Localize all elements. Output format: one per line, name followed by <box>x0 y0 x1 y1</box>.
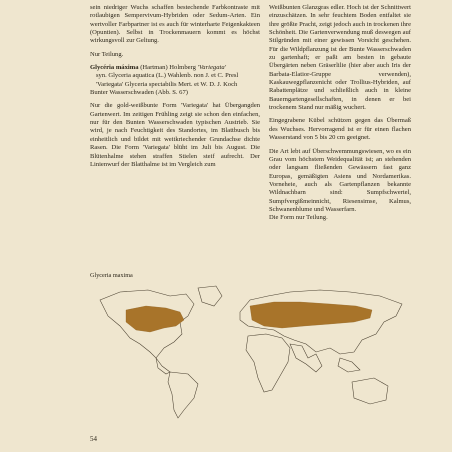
central-america-outline <box>156 358 170 374</box>
australia-outline <box>352 378 388 404</box>
map-caption: Glyceria maxima <box>90 272 133 279</box>
cultivar-name: 'Variegata' <box>197 64 227 72</box>
species-name: Glycéria máxima <box>90 64 139 72</box>
container-paragraph: Eingegrabene Kübel schützen gegen das Übermaß des Wuchses. Hervorragend ist er für einen flachen Wasserstand von 5 bis 20 cm geeignet. <box>269 117 411 142</box>
synonyms: syn. Glyceria aquatica (L.) Wahlenb. non J. et C. Presl 'Variegata' Glyceria spectabilis Mert. et W. D. J. Koch <box>96 72 239 88</box>
intro-paragraph: sein niedriger Wuchs schaffen bestechende Farbkontraste mit rotlaubigen Sempervivum-Hybriden oder Sedum-Arten. Ein wertvoller Farbpartner ist es auch für winterharte Feigenkakteen (Opuntien). Selbst in Trockenmauern kommt es höchst wirkungsvoll zur Geltung. <box>90 4 260 45</box>
common-name: Bunter Wasserschwaden (Abb. S. 67) <box>90 89 188 97</box>
left-column <box>90 4 260 174</box>
description-paragraph: Nur die gold-weißbunte Form 'Variegata' hat Übergangden Gartenwert. Im zeitigen Frühling zeigt sie schon den einfachen, nur für den Bunten Wasserschwaden typischen Austrieb. Sie wird, je nach Feuchtigkeit des Standortes, im Blattbusch bis einheitlich und bildet mit weitkriechender Grundachse dichte Rasen. Die Form 'Variegata' blüht im Juli bis August. Die Blütenhalme stehen straffen Stielen steif aufrecht. Der Linienwurf der Blatthalme ist im Vergleich zum <box>90 102 260 168</box>
se-asia-outline <box>338 358 360 372</box>
africa-outline <box>246 334 290 392</box>
page-number: 54 <box>90 435 97 443</box>
range-eurasia <box>250 302 372 328</box>
south-asia-outline <box>290 344 322 372</box>
usage-paragraph: Weißbunten Glanzgras edler. Hoch ist der Schnittwert einzuschätzen. In sehr feuchtem Boden entfaltet sie ihre größte Pracht, zeigt jedoch auch in trockenen ihre Schönheit. Die Gartenverwendung muß deswegen auf Stilgründen mit einer gewissen Vorsicht geschehen. Für die Wildpflanzung ist der Bunte Wasserschwaden zu gartenhaft; er paßt am besten in gebaute Übergärten neben Gräserlilie (hier aber auch Iris der Barbata-Elatior-Gruppe verwenden), Kaskauwegpflanzenicht oder Trollius-Hybriden, auf Rabattenplätze und schließlich auch in kleine Bauerngartengesellschaften, in denen er bei trockenem Stand nur mäßig wuchert. <box>269 4 411 112</box>
greenland-outline <box>198 286 222 306</box>
species-author: (Hartman) Holmberg <box>140 64 196 72</box>
habitat-paragraph: Die Art lebt auf Überschwemmungswiesen, wo es ein Grau vom höchstem Weidequalität ist; an stehenden oder langsam fließenden Gewässern fast ganz Europas, gemäßigten Asiens und Nordamerikas. Vorneheie, auch als Gartenpflanzen bekannte Wildnachbarn sind: Sumpfschwertel, Sumpfvergißmeinnicht, Riesensimse, Kalmus, Schwanenblume und Wasserfarn. <box>269 147 411 213</box>
propagation-note: Die Form nur Teilung. <box>269 214 328 222</box>
distribution-map <box>90 282 412 422</box>
south-america-outline <box>168 372 198 418</box>
intro-paragraph-end: Nur Teilung. <box>90 50 124 58</box>
right-column <box>269 4 411 228</box>
species-heading <box>90 64 260 72</box>
range-north-america <box>126 306 184 332</box>
